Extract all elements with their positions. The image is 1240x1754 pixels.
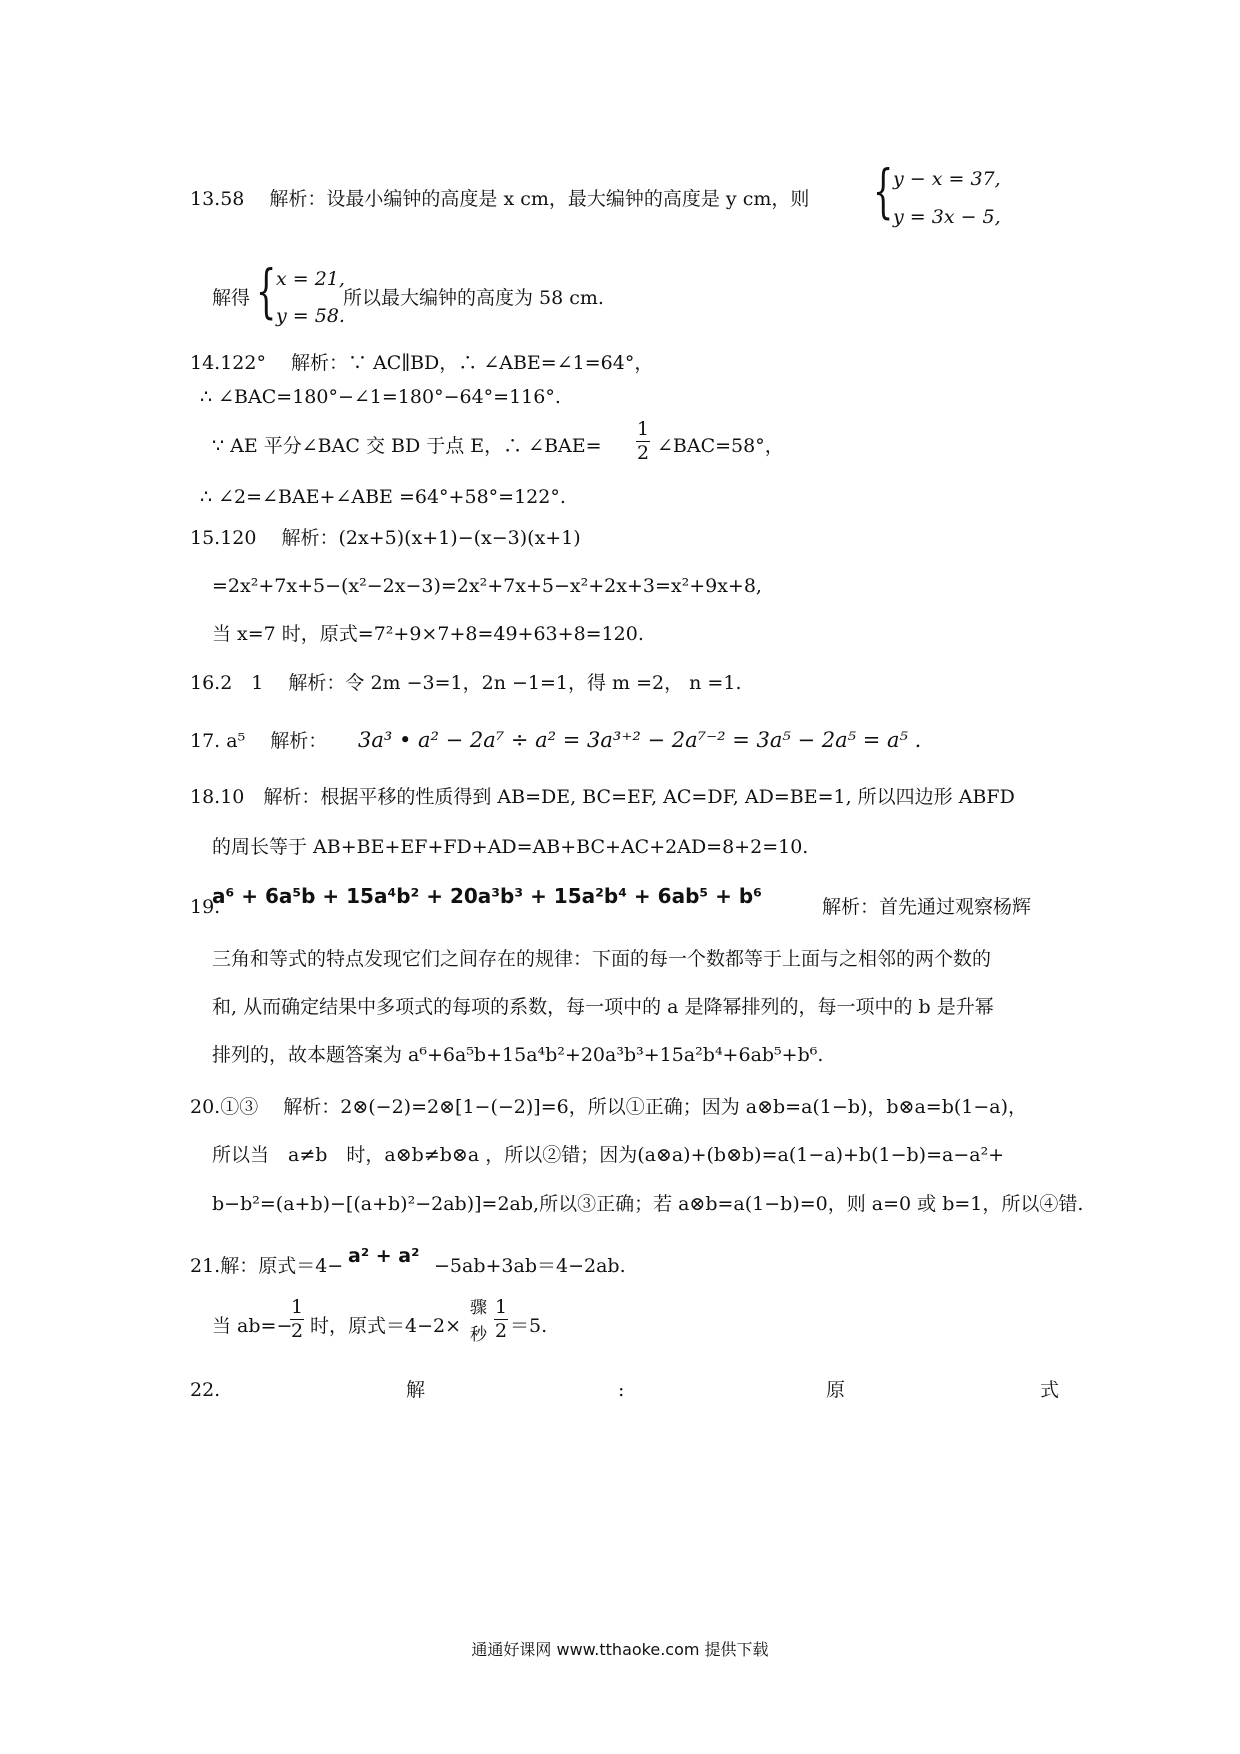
q19-line3: 和, 从而确定结果中多项式的每项的系数，每一项中的 a 是降幂排列的，每一项中的 b 是升幂 — [212, 996, 994, 1018]
q14-line3a: ∵ AE 平分∠BAC 交 BD 于点 E，∴ ∠BAE= — [212, 435, 602, 457]
q22-c2: : — [618, 1379, 625, 1401]
q15-line2: =2x²+7x+5−(x²−2x−3)=2x²+7x+5−x²+2x+3=x²+9x+8, — [212, 575, 762, 597]
q21-small-den: 2 — [494, 1320, 508, 1342]
q13-eq1: y − x = 37, — [893, 168, 1001, 190]
q21-frac-den: 2 — [290, 1320, 304, 1342]
q13-brace: { — [873, 157, 894, 225]
q22-c3: 原 — [826, 1379, 846, 1401]
q14-line4: ∴ ∠2=∠BAE+∠ABE =64°+58°=122°. — [200, 486, 566, 508]
q19-formula: a⁶ + 6a⁵b + 15a⁴b² + 20a³b³ + 15a²b⁴ + 6ab⁵ + b⁶ — [212, 884, 762, 908]
q21-line1b: −5ab+3ab＝4−2ab. — [434, 1255, 626, 1277]
q22-c4: 式 — [1040, 1379, 1060, 1401]
q13-sol-prefix: 解得 — [212, 287, 251, 309]
q13-text: 13.58 解析：设最小编钟的高度是 x cm，最大编钟的高度是 y cm，则 — [190, 188, 810, 210]
q19-line1-tail: 解析：首先通过观察杨辉 — [822, 896, 1032, 918]
q22-num: 22. — [190, 1379, 221, 1401]
q13-sol-brace: { — [256, 257, 277, 325]
q14-line2: ∴ ∠BAC=180°−∠1=180°−64°=116°. — [200, 386, 561, 408]
q14-line1: 14.122° 解析：∵ AC∥BD，∴ ∠ABE=∠1=64°， — [190, 352, 654, 374]
q19-line4: 排列的，故本题答案为 a⁶+6a⁵b+15a⁴b²+20a³b³+15a²b⁴+6ab⁵+b⁶. — [212, 1044, 824, 1066]
q19-line2: 三角和等式的特点发现它们之间存在的规律：下面的每一个数都等于上面与之相邻的两个数的 — [212, 948, 992, 970]
q21-fraction — [290, 1298, 304, 1341]
q13-eq2: y = 3x − 5, — [893, 206, 1001, 228]
q21-garble-bottom: 秒 — [470, 1325, 487, 1345]
q22-c1: 解 — [406, 1379, 426, 1401]
q20-line3: b−b²=(a+b)−[(a+b)²−2ab)]=2ab,所以③正确；若 a⊗b=a(1−b)=0，则 a=0 或 b=1，所以④错. — [212, 1193, 1084, 1215]
q17-label: 17. a⁵ 解析： — [190, 730, 328, 752]
q20-line1: 20.①③ 解析：2⊗(−2)=2⊗[1−(−2)]=6，所以①正确；因为 a⊗b=a(1−b)，b⊗a=b(1−a)， — [190, 1096, 1028, 1118]
q21-line1a: 21.解：原式＝4− — [190, 1255, 344, 1277]
q18-line2: 的周长等于 AB+BE+EF+FD+AD=AB+BC+AC+2AD=8+2=10. — [212, 836, 809, 858]
q17-expr: 3a³ • a² − 2a⁷ ÷ a² = 3a³⁺² − 2a⁷⁻² = 3a⁵ − 2a⁵ = a⁵ . — [358, 728, 922, 752]
q19-num: 19. — [190, 896, 221, 918]
q14-frac-num: 1 — [636, 418, 650, 440]
q21-frac-num: 1 — [290, 1296, 304, 1318]
q21-line2b: 时，原式＝4−2× — [310, 1315, 462, 1337]
q13-sol-suffix: 所以最大编钟的高度为 58 cm. — [343, 287, 604, 309]
q20-line2: 所以当 a≠b 时，a⊗b≠b⊗a ，所以②错；因为(a⊗a)+(b⊗b)=a(1−a)+b(1−b)=a−a²+ — [212, 1144, 1005, 1166]
q15-line1: 15.120 解析：(2x+5)(x+1)−(x−3)(x+1) — [190, 527, 581, 549]
q13-sol1: x = 21, — [276, 268, 345, 290]
q16-line1: 16.2 1 解析：令 2m −3=1，2n −1=1，得 m =2， n =1. — [190, 672, 742, 694]
q15-line3: 当 x=7 时，原式=7²+9×7+8=49+63+8=120. — [212, 623, 644, 645]
q14-fraction — [636, 420, 650, 463]
q21-formula: a² + a² — [348, 1245, 420, 1267]
q21-line2a: 当 ab=− — [212, 1315, 293, 1337]
q14-frac-den: 2 — [636, 442, 650, 464]
q21-line2c: ＝5. — [510, 1315, 548, 1337]
q14-line3b: ∠BAC=58°， — [657, 435, 784, 457]
q21-small-fraction — [494, 1298, 508, 1341]
footer-source: 通通好课网 www.tthaoke.com 提供下载 — [471, 1640, 769, 1659]
q18-line1: 18.10 解析：根据平移的性质得到 AB=DE, BC=EF, AC=DF, AD=BE=1, 所以四边形 ABFD — [190, 786, 1015, 808]
q21-garble-top: 骤 — [470, 1298, 487, 1318]
q13-sol2: y = 58. — [276, 305, 345, 327]
q21-small-num: 1 — [494, 1296, 508, 1318]
